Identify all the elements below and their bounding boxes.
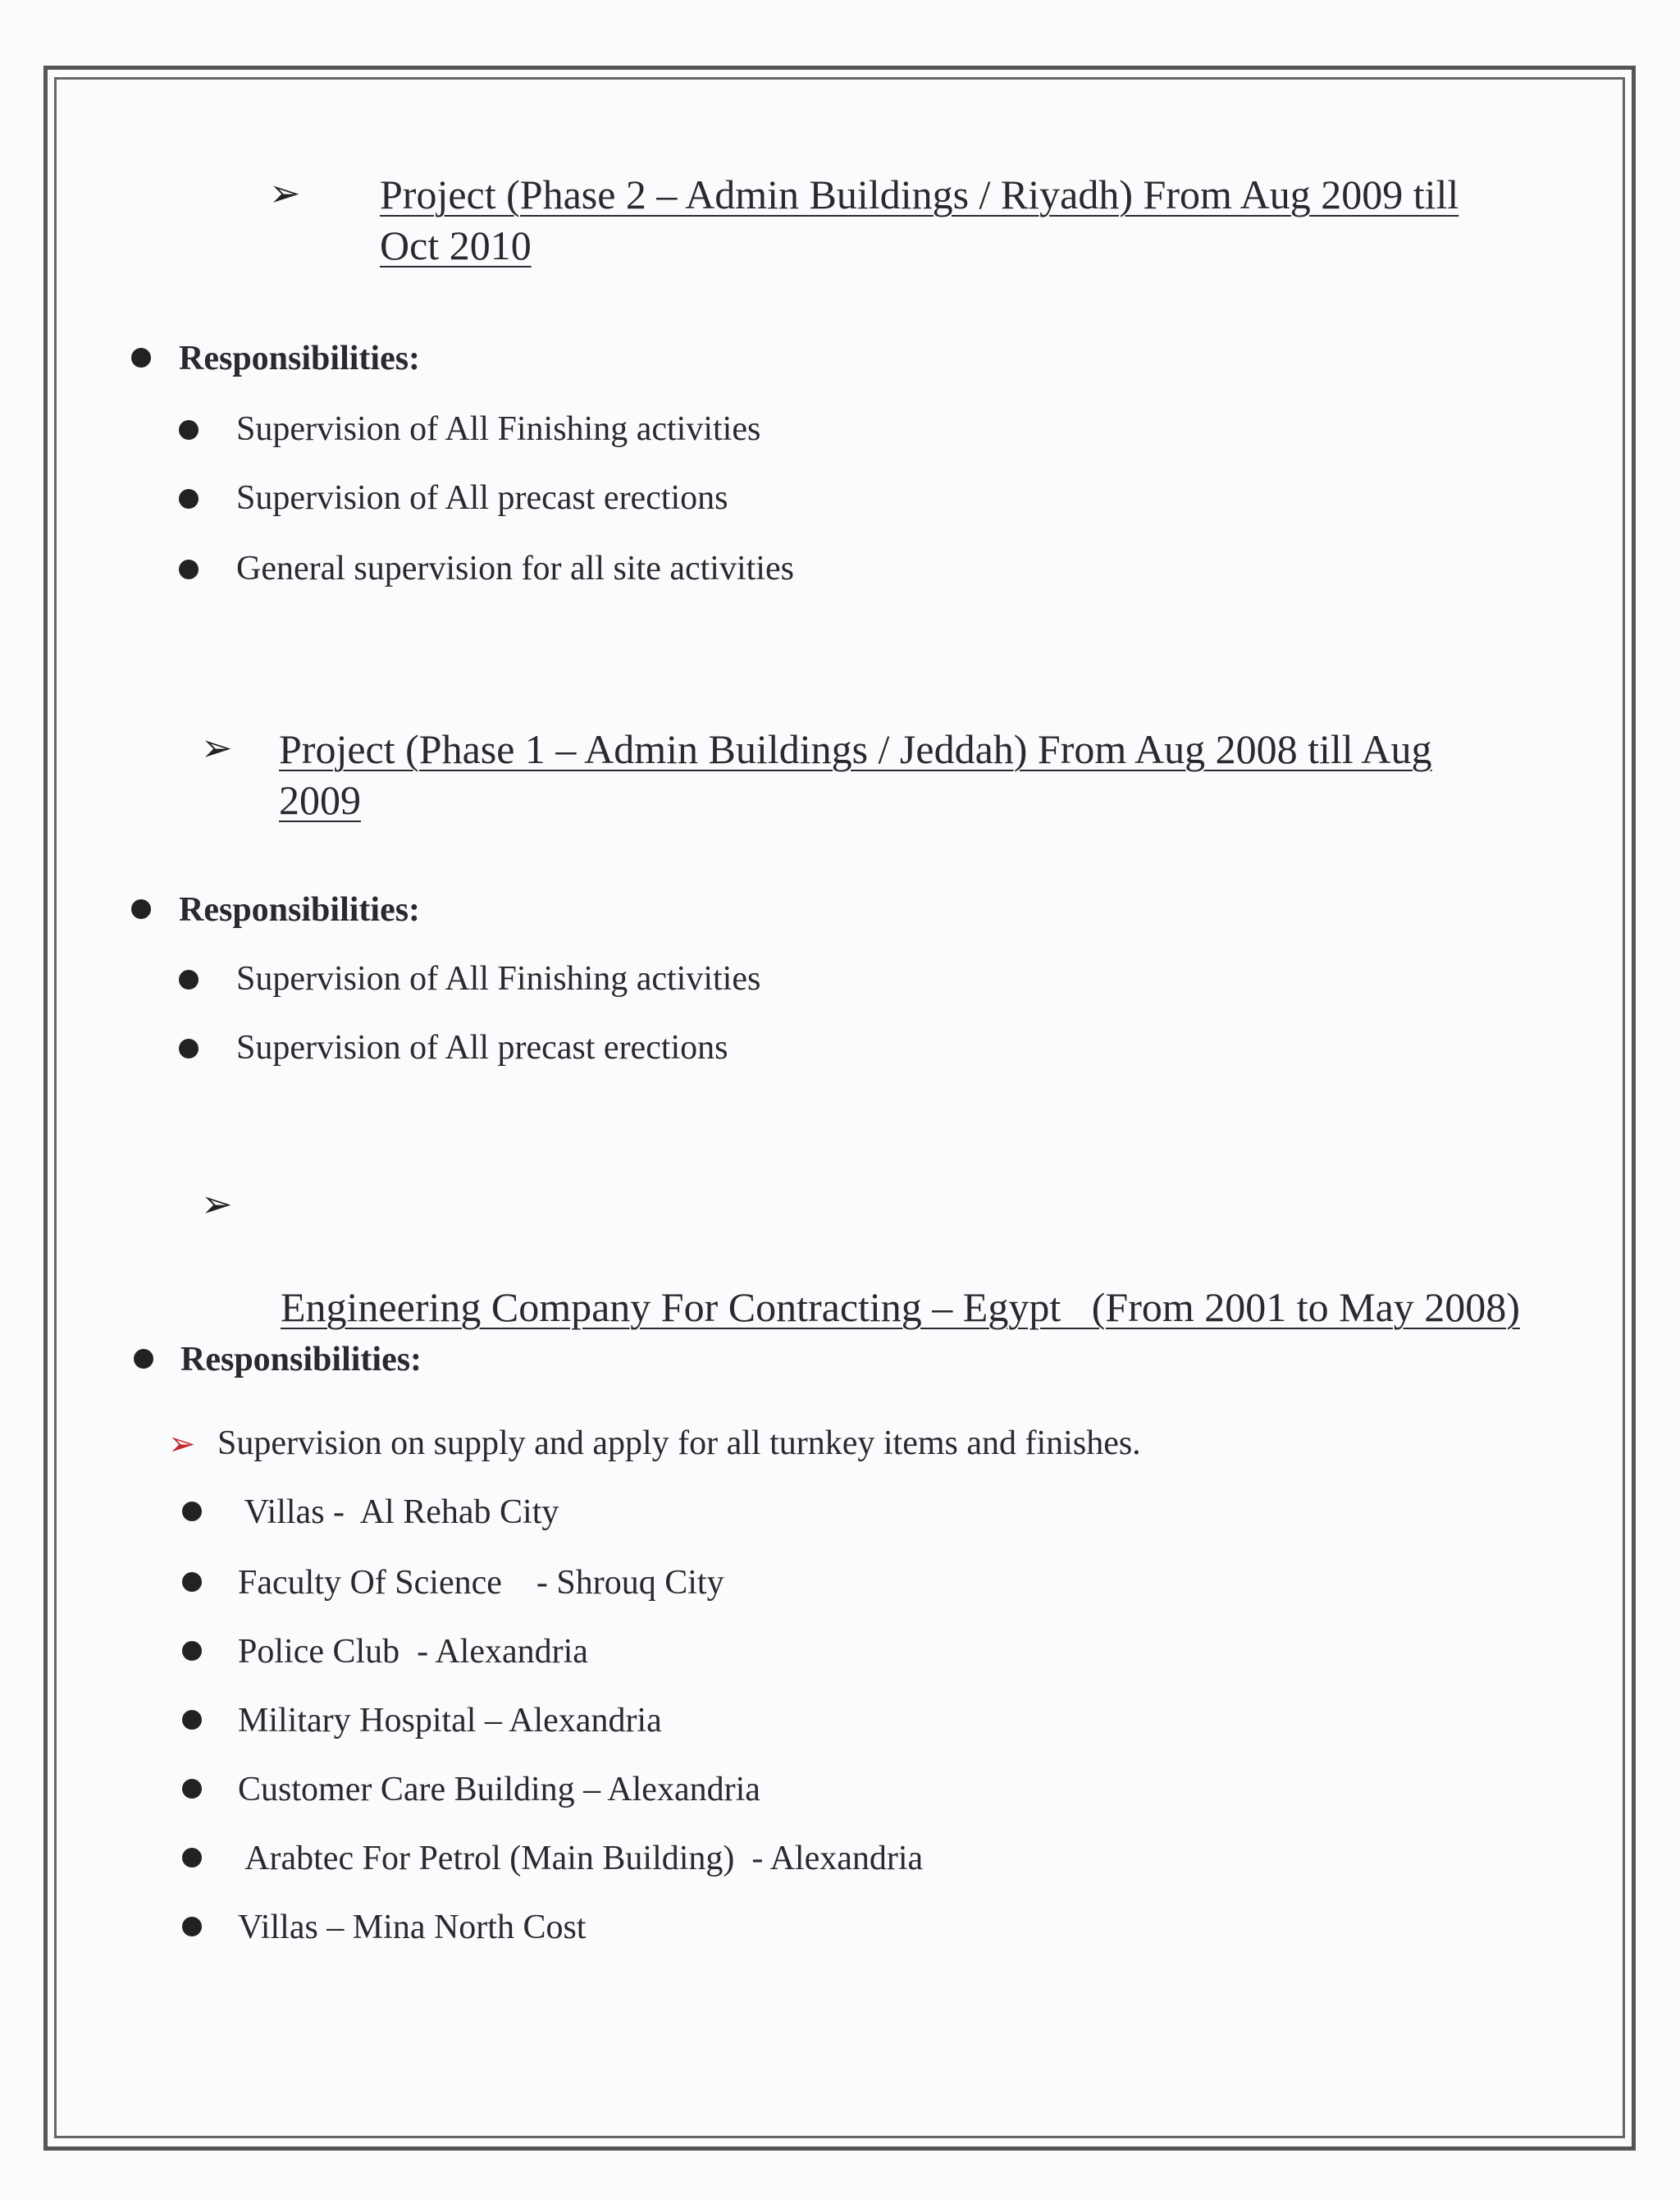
list-item: Supervision of All Finishing activities: [236, 960, 761, 998]
list-item: Faculty Of Science - Shrouq City: [238, 1564, 724, 1602]
round-bullet-icon: [182, 1710, 202, 1730]
round-bullet-icon: [179, 560, 199, 579]
round-bullet-icon: [131, 348, 151, 368]
round-bullet-icon: [134, 1349, 153, 1369]
project-heading-line1: Project (Phase 1 – Admin Buildings / Jeddah) From Aug 2008 till Aug: [279, 726, 1432, 772]
project-heading-line1: Project (Phase 2 – Admin Buildings / Riyadh) From Aug 2009 till: [380, 171, 1459, 217]
round-bullet-icon: [182, 1917, 202, 1936]
round-bullet-icon: [182, 1848, 202, 1868]
list-item: General supervision for all site activities: [236, 550, 794, 587]
round-bullet-icon: [179, 970, 199, 990]
responsibilities-label: Responsibilities:: [179, 340, 421, 377]
round-bullet-icon: [182, 1779, 202, 1799]
project-heading: [279, 724, 1432, 825]
list-item: Supervision of All precast erections: [236, 1029, 728, 1067]
company-heading-line1: Engineering Company For Contracting – Egypt (From 2001 to May 2008): [281, 1284, 1520, 1330]
responsibilities-label: Responsibilities:: [180, 1341, 422, 1378]
list-item: Police Club - Alexandria: [238, 1633, 588, 1671]
arrowhead-bullet-icon: ➢: [269, 172, 301, 214]
responsibilities-label: Responsibilities:: [179, 891, 421, 929]
project-heading: [380, 169, 1459, 271]
list-item: Military Hospital – Alexandria: [238, 1702, 662, 1740]
lead-item: Supervision on supply and apply for all turnkey items and finishes.: [217, 1424, 1141, 1462]
list-item: Supervision of All precast erections: [236, 479, 728, 517]
round-bullet-icon: [182, 1572, 202, 1592]
round-bullet-icon: [179, 1039, 199, 1058]
list-item: Customer Care Building – Alexandria: [238, 1771, 760, 1808]
list-item: Supervision of All Finishing activities: [236, 410, 761, 448]
arrowhead-bullet-icon: ➢: [201, 727, 233, 769]
list-item: Villas – Mina North Cost: [238, 1909, 587, 1946]
page-border-inner: [54, 77, 1625, 2138]
round-bullet-icon: [182, 1502, 202, 1521]
arrowhead-bullet-icon: ➢: [201, 1183, 233, 1225]
round-bullet-icon: [179, 420, 199, 440]
round-bullet-icon: [131, 899, 151, 919]
company-heading: [281, 1180, 1520, 1383]
list-item: Villas - Al Rehab City: [236, 1493, 559, 1531]
list-item: Arabtec For Petrol (Main Building) - Alexandria: [238, 1840, 924, 1877]
project-heading-line2: 2009: [279, 777, 361, 823]
round-bullet-icon: [179, 489, 199, 509]
round-bullet-icon: [182, 1641, 202, 1661]
red-arrowhead-bullet-icon: ➢: [168, 1425, 196, 1462]
project-heading-line2: Oct 2010: [380, 222, 532, 268]
